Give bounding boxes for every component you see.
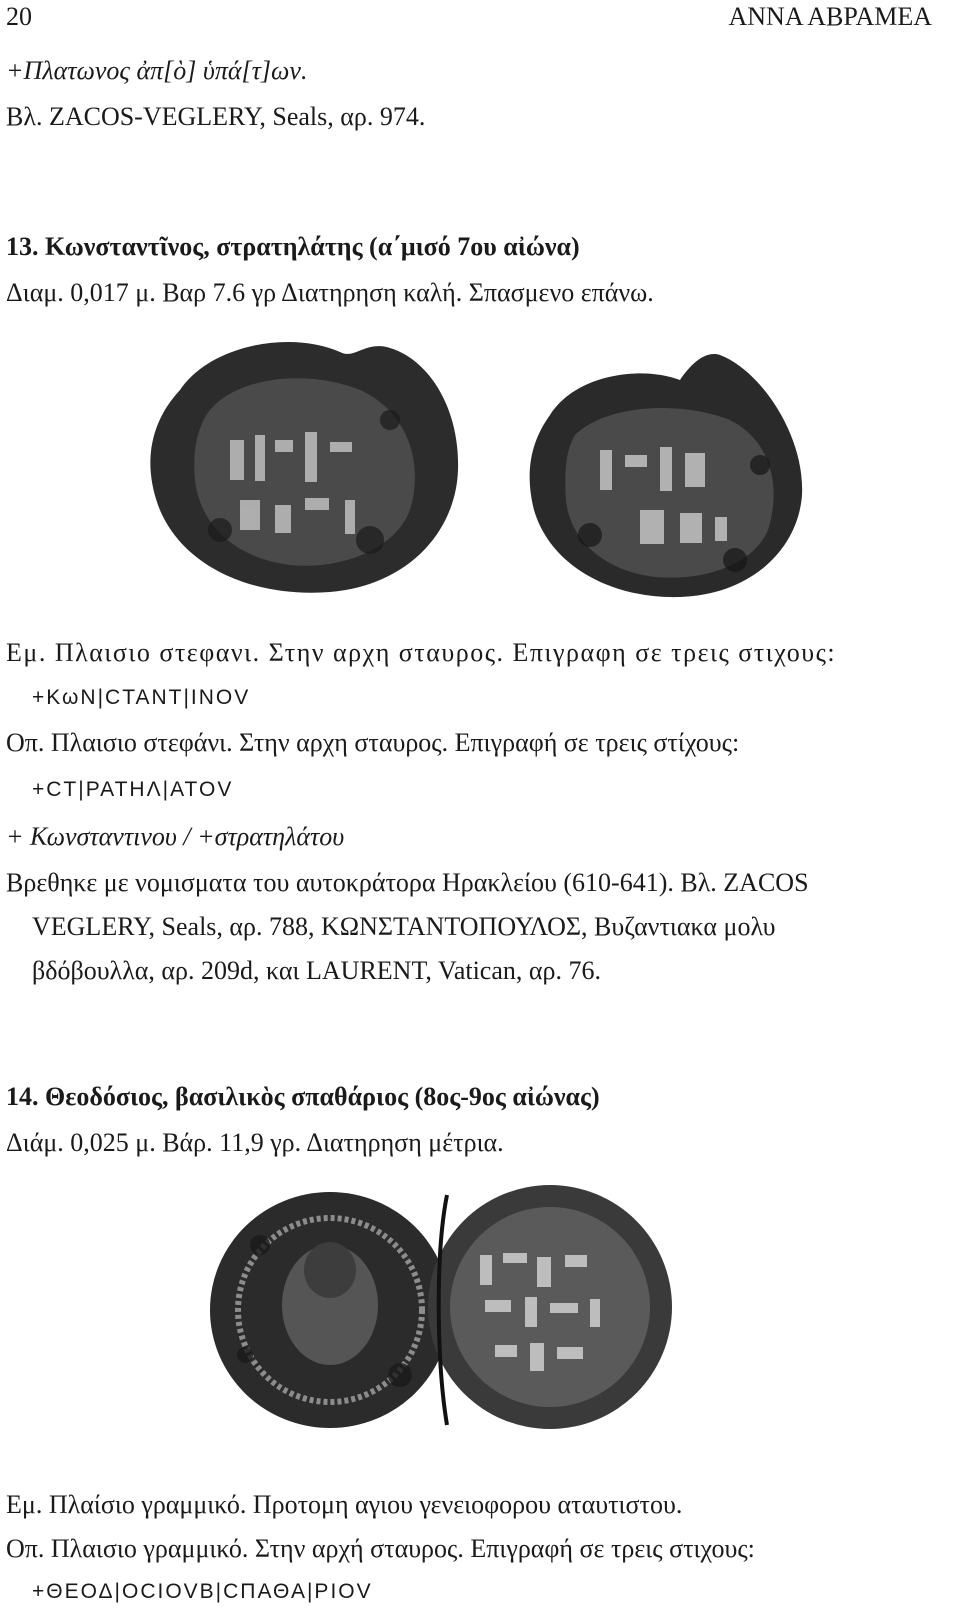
page-number: 20 <box>6 2 32 31</box>
entry-13-obverse-description: Εμ. Πλαισιο στεφανι. Στην αρχη σταυρος. Επιγραφη σε τρεις στιχους: <box>6 638 837 667</box>
entry-13-note-line-1: Βρεθηκε με νομισματα του αυτοκράτορα Ηρακλείου (610-641). Βλ. ZACOS <box>6 868 809 897</box>
entry-14-heading: 14. Θεοδόσιος, βασιλικὸς σπαθάριος (8ος-9ος αἰώνας) <box>6 1082 600 1111</box>
prev-entry-reference: Βλ. ZACOS-VEGLERY, Seals, αρ. 974. <box>6 102 426 131</box>
entry-13-dimensions: Διαμ. 0,017 μ. Βαρ 7.6 γρ Διατηρηση καλή. Σπασμενο επάνω. <box>6 278 654 307</box>
entry-13-heading: 13. Κωνσταντῖνος, στρατηλάτης (α΄μισό 7ου αἰώνα) <box>6 232 580 261</box>
entry-13-note-line-3: βδόβουλλα, αρ. 209d, και LAURENT, Vatican, αρ. 76. <box>32 956 601 985</box>
entry-14-reverse-description: Οπ. Πλαισιο γραμμικό. Στην αρχή σταυρος. Επιγραφή σε τρεις στιχους: <box>6 1534 755 1563</box>
entry-13-reverse-description: Οπ. Πλαισιο στεφάνι. Στην αρχη σταυρος. Επιγραφή σε τρεις στίχους: <box>6 728 740 757</box>
entry-14-dimensions: Διάμ. 0,025 μ. Βάρ. 11,9 γρ. Διατηρηση μέτρια. <box>6 1128 504 1157</box>
seal-13-obverse-image <box>140 330 480 600</box>
entry-14-obverse-description: Εμ. Πλαίσιο γραμμικό. Προτομη αγιου γενειοφορου αταυτιστου. <box>6 1490 683 1519</box>
entry-13-obverse-inscription: +ΚωΝ|CΤΑΝΤ|ΙΝΟV <box>32 686 251 709</box>
entry-13-note-line-2: VEGLERY, Seals, αρ. 788, ΚΩΝΣΤΑΝΤΟΠΟΥΛΟΣ, Βυζαντιακα μολυ <box>32 912 776 941</box>
running-head: ΑΝΝΑ ΑΒΡΑΜΕΑ <box>728 2 932 31</box>
seal-13-reverse-image <box>520 345 820 605</box>
entry-13-reading: + Κωνσταντινου / +στρατηλάτου <box>6 822 345 851</box>
seal-14-image <box>185 1175 705 1445</box>
entry-14-reverse-inscription: +ΘΕΟΔ|ΟCΙΟVΒ|CΠΑΘΑ|ΡΙΟV <box>32 1580 373 1603</box>
entry-13-reverse-inscription: +CΤ|ΡΑΤΗΛ|ΑΤΟV <box>32 778 234 801</box>
prev-entry-reading: +Πλατωνος ἀπ[ὸ] ὑπά[τ]ων. <box>6 56 308 85</box>
